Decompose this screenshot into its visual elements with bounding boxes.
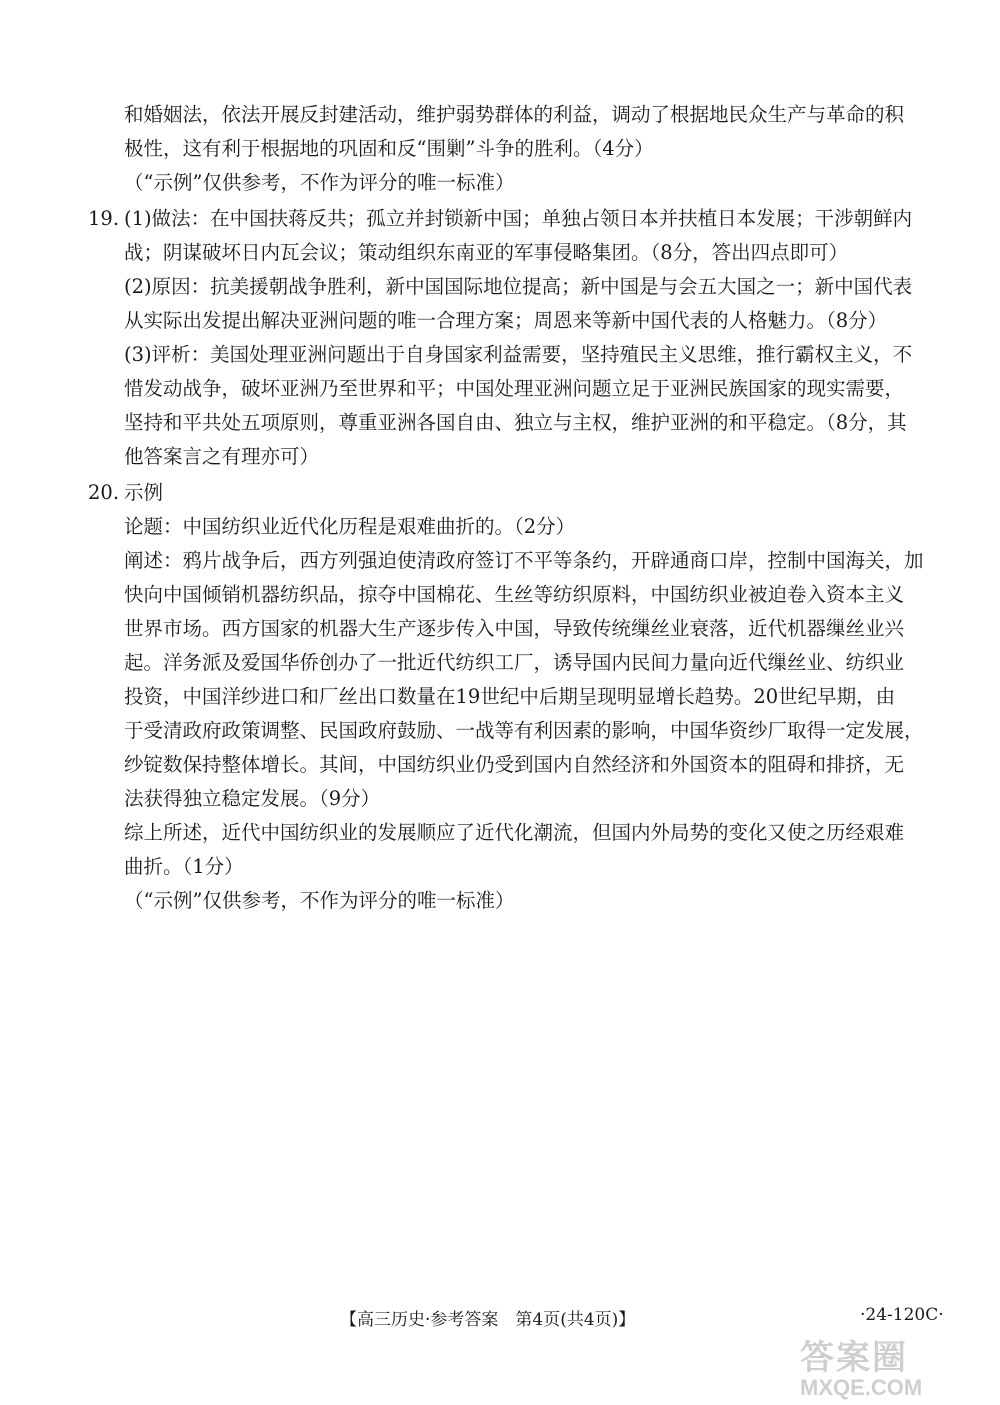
q20-body-line-2: 快向中国倾销机器纺织品，掠夺中国棉花、生丝等纺织原料，中国纺织业被迫卷入资本主义 xyxy=(124,583,905,606)
document-code: ·24-120C· xyxy=(860,1305,944,1325)
q19-part3-line-3: 坚持和平共处五项原则，尊重亚洲各国自由、独立与主权，维护亚洲的和平稳定。（8分，其 xyxy=(124,411,907,434)
q20-body-line-3: 世界市场。西方国家的机器大生产逐步传入中国，导致传统缫丝业衰落，近代机器缫丝业兴 xyxy=(124,617,905,640)
site-watermark xyxy=(800,1330,990,1400)
q19-part3-line-4: 他答案言之有理亦可） xyxy=(124,445,320,468)
q20-note: （“示例”仅供参考，不作为评分的唯一标准） xyxy=(124,889,515,912)
q19-part1-line-1 xyxy=(88,202,918,236)
q20-body-line-4: 起。洋务派及爱国华侨创办了一批近代纺织工厂，诱导国内民间力量向近代缫丝业、纺织业 xyxy=(124,651,905,674)
q20-body-line-5: 投资，中国洋纱进口和厂丝出口数量在19世纪中后期呈现明显增长趋势。20世纪早期，由 xyxy=(124,685,896,708)
watermark-url: MXQE.COM xyxy=(800,1375,923,1400)
watermark-logo-text: 答案圈 xyxy=(800,1338,908,1378)
answer-content xyxy=(88,98,924,918)
q20-number: 20. xyxy=(88,481,120,504)
q19-part1-line-2: 战；阴谋破坏日内瓦会议；策动组织东南亚的军事侵略集团。（8分，答出四点即可） xyxy=(124,241,849,264)
q20-conclusion-line-2: 曲折。（1分） xyxy=(124,855,244,878)
q18-note: （“示例”仅供参考，不作为评分的唯一标准） xyxy=(124,171,515,194)
q19-part2-line-2: 从实际出发提出解决亚洲问题的唯一合理方案；周恩来等新中国代表的人格魅力。（8分） xyxy=(124,309,888,332)
q19-number: 19. xyxy=(88,207,120,230)
q20-header xyxy=(88,476,918,510)
q19-part2-line-1: (2)原因：抗美援朝战争胜利，新中国国际地位提高；新中国是与会五大国之一；新中国代表 xyxy=(124,275,913,298)
q19-part3-line-2: 惜发动战争，破坏亚洲乃至世界和平；中国处理亚洲问题立足于亚洲民族国家的现实需要， xyxy=(124,377,905,400)
q20-body-line-7: 纱锭数保持整体增长。其间，中国纺织业仍受到国内自然经济和外国资本的阻碍和排挤，无 xyxy=(124,753,905,776)
q19-part1-text-1: (1)做法：在中国扶蒋反共；孤立并封锁新中国；单独占领日本并扶植日本发展；干涉朝鲜内 xyxy=(124,207,913,230)
q20-body-line-1: 阐述：鸦片战争后，西方列强迫使清政府签订不平等条约，开辟通商口岸，控制中国海关，加 xyxy=(124,549,924,572)
q20-thesis: 论题：中国纺织业近代化历程是艰难曲折的。（2分） xyxy=(124,515,576,538)
q20-heading: 示例 xyxy=(124,481,164,504)
q20-body-line-8: 法获得独立稳定发展。（9分） xyxy=(124,787,381,810)
q18-continuation-line-1: 和婚姻法，依法开展反封建活动，维护弱势群体的利益，调动了根据地民众生产与革命的积 xyxy=(124,103,905,126)
page-footer: 【高三历史·参考答案 第4页(共4页)】 xyxy=(340,1310,636,1330)
q20-conclusion-line-1: 综上所述，近代中国纺织业的发展顺应了近代化潮流，但国内外局势的变化又使之历经艰难 xyxy=(124,821,905,844)
q18-continuation-line-2: 极性，这有利于根据地的巩固和反“围剿”斗争的胜利。（4分） xyxy=(124,137,654,160)
q20-body-line-6: 于受清政府政策调整、民国政府鼓励、一战等有利因素的影响，中国华资纱厂取得一定发展， xyxy=(124,719,924,742)
q19-part3-line-1: (3)评析：美国处理亚洲问题出于自身国家利益需要，坚持殖民主义思维，推行霸权主义，不 xyxy=(124,343,913,366)
